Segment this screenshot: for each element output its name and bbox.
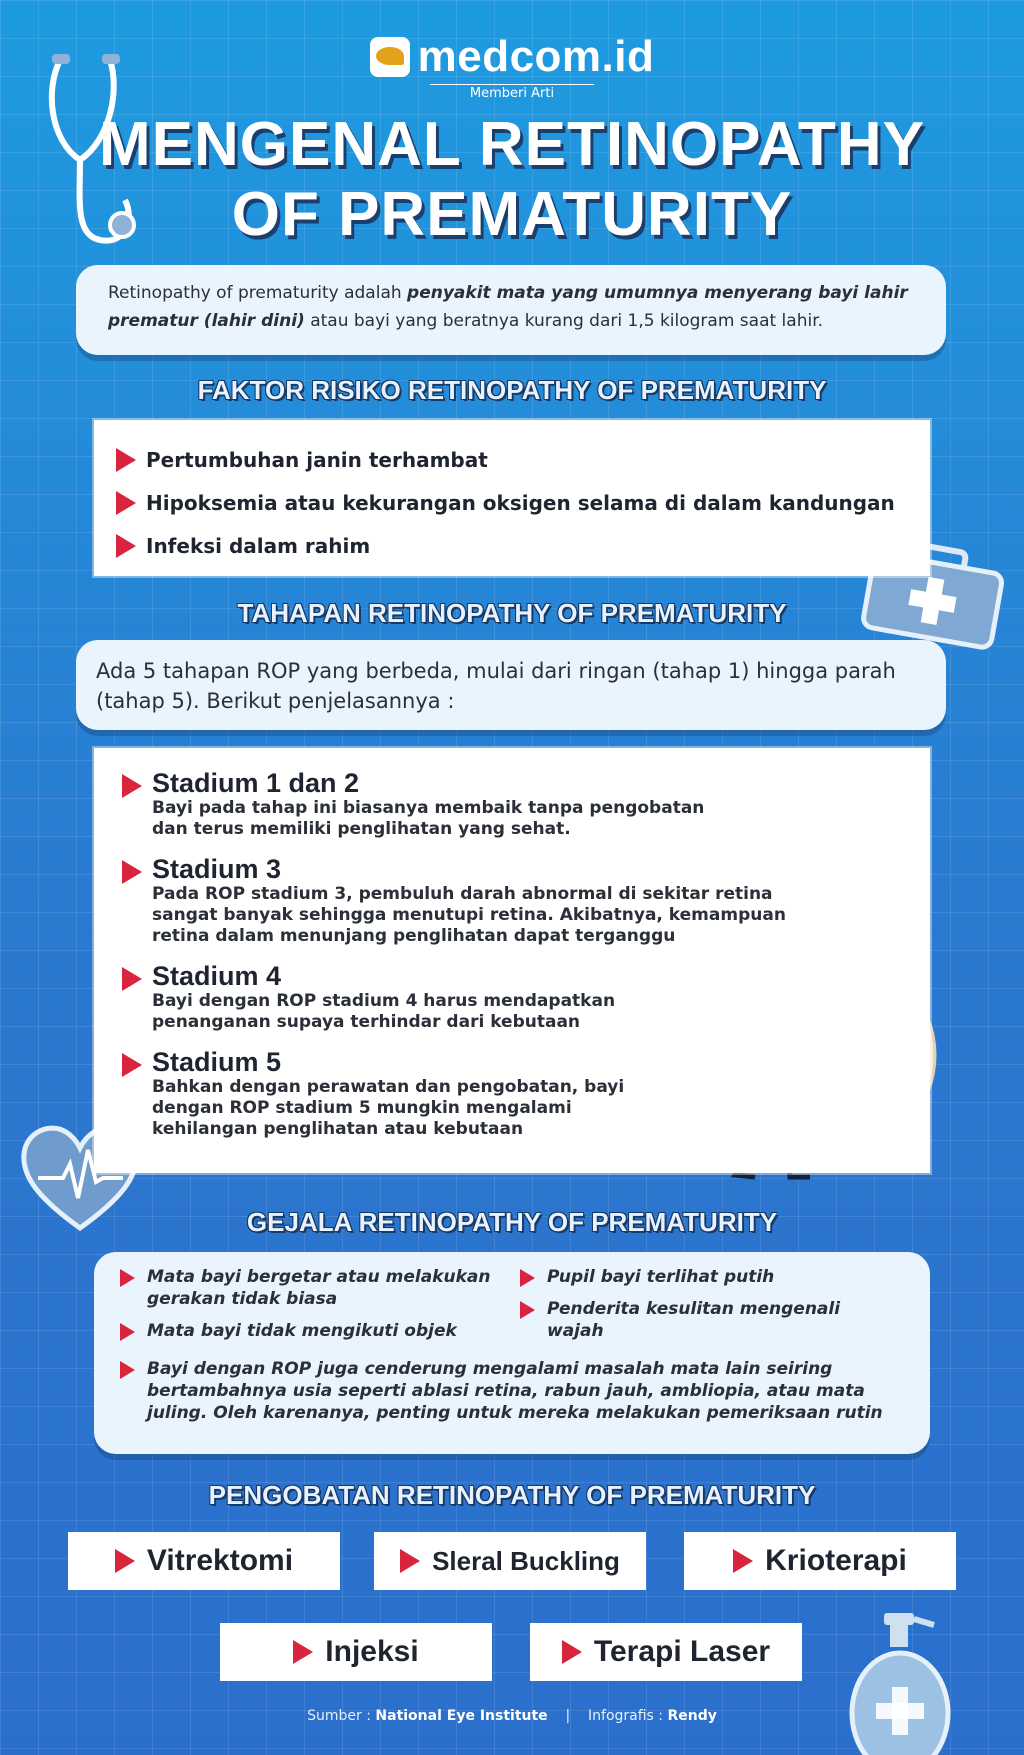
bullet-icon — [120, 1269, 135, 1287]
symptom-item — [520, 1298, 900, 1342]
symptom-text: Pupil bayi terlihat putih — [547, 1267, 775, 1287]
stage-heading: Stadium 4 — [152, 961, 282, 991]
brand-logo — [0, 32, 1024, 101]
bullet-icon — [122, 1053, 142, 1077]
stage-item — [122, 1047, 902, 1140]
brand-tagline: Memberi Arti — [430, 84, 594, 101]
bullet-icon — [122, 967, 142, 991]
treatment-label: Vitrektomi — [146, 1544, 294, 1577]
symptom-item — [120, 1358, 904, 1424]
symptoms-section-title: GEJALA RETINOPATHY OF PREMATURITY — [246, 1207, 778, 1237]
intro-text-2: atau bayi yang beratnya kurang dari 1,5 kilogram saat lahir. — [304, 311, 824, 331]
risk-item-text: Hipoksemia atau kekurangan oksigen selama di dalam kandungan — [146, 490, 895, 515]
stage-heading: Stadium 5 — [152, 1047, 282, 1077]
bullet-icon — [116, 448, 136, 472]
source-value: National Eye Institute — [375, 1708, 548, 1724]
stage-heading: Stadium 3 — [152, 854, 282, 884]
risk-item — [116, 524, 908, 567]
risk-list — [94, 420, 930, 576]
page-title — [0, 110, 1024, 250]
treatment-item — [68, 1532, 340, 1590]
stage-item — [122, 768, 902, 840]
stage-item — [122, 961, 902, 1033]
treatment-item — [530, 1623, 802, 1681]
stages-section-title: TAHAPAN RETINOPATHY OF PREMATURITY — [237, 598, 787, 628]
risk-section-title: FAKTOR RISIKO RETINOPATHY OF PREMATURITY — [197, 375, 827, 405]
stage-item — [122, 854, 902, 947]
symptoms-box — [94, 1252, 930, 1454]
risk-item-text: Pertumbuhan janin terhambat — [146, 447, 488, 472]
symptom-text: Mata bayi bergetar atau melakukan gerakan tidak biasa — [147, 1267, 491, 1309]
sanitizer-bottle-icon — [840, 1605, 970, 1755]
bullet-icon — [520, 1269, 535, 1287]
intro-text-1: Retinopathy of prematurity adalah — [108, 283, 408, 303]
bullet-icon — [520, 1301, 535, 1319]
stage-description: Bayi pada tahap ini biasanya membaik tanpa pengobatan dan terus memiliki penglihatan yang sehat. — [152, 798, 705, 839]
stages-list — [94, 748, 930, 1173]
bullet-icon — [562, 1640, 582, 1664]
symptom-item — [120, 1320, 520, 1342]
source-label: Sumber : — [307, 1708, 376, 1724]
risk-item — [116, 481, 908, 524]
bullet-icon — [122, 860, 142, 884]
stage-description: Bayi dengan ROP stadium 4 harus mendapatkan penanganan supaya terhindar dari kebutaan — [152, 991, 616, 1032]
credit-value: Rendy — [667, 1708, 717, 1724]
title-line-1: MENGENAL RETINOPATHY — [98, 110, 926, 179]
bullet-icon — [116, 534, 136, 558]
stage-description: Bahkan dengan perawatan dan pengobatan, bayi dengan ROP stadium 5 mungkin mengalami kehilangan penglihatan atau kebutaan — [152, 1077, 625, 1139]
title-line-2: OF PREMATURITY — [231, 180, 793, 249]
symptom-text: Bayi dengan ROP juga cenderung mengalami masalah mata lain seiring bertambahnya usia seperti ablasi retina, rabun jauh, ambliopia, atau mata juling. Oleh karenanya, penting untuk mereka melakukan pemeriksaan rutin — [147, 1359, 883, 1423]
bullet-icon — [115, 1549, 135, 1573]
risk-item — [116, 438, 908, 481]
stage-heading: Stadium 1 dan 2 — [152, 768, 360, 798]
intro-box — [76, 265, 946, 355]
bullet-icon — [116, 491, 136, 515]
intro-bold: penyakit mata yang umumnya menyerang bayi lahir prematur (lahir dini) — [108, 283, 908, 331]
treatment-label: Terapi Laser — [593, 1635, 771, 1668]
treatment-label: Injeksi — [325, 1635, 419, 1668]
bullet-icon — [122, 774, 142, 798]
bullet-icon — [120, 1323, 135, 1341]
brand-bird-icon — [370, 37, 410, 77]
bullet-icon — [733, 1549, 753, 1573]
treatment-item — [374, 1532, 646, 1590]
treatment-item — [684, 1532, 956, 1590]
footer — [0, 1708, 1024, 1724]
risk-item-text: Infeksi dalam rahim — [146, 533, 371, 558]
treatment-label: Krioterapi — [765, 1544, 907, 1577]
credit-label: Infografis : — [588, 1708, 668, 1724]
bullet-icon — [293, 1640, 313, 1664]
bullet-icon — [400, 1549, 420, 1573]
symptom-item — [520, 1266, 900, 1288]
symptom-item — [120, 1266, 520, 1310]
symptom-text: Penderita kesulitan mengenali wajah — [547, 1299, 841, 1341]
stage-description: Pada ROP stadium 3, pembuluh darah abnormal di sekitar retina sangat banyak sehingga menutupi retina. Akibatnya, kemampuan retina dalam menunjang penglihatan dapat terganggu — [152, 884, 786, 946]
stages-intro: Ada 5 tahapan ROP yang berbeda, mulai dari ringan (tahap 1) hingga parah (tahap 5). Berikut penjelasannya : — [76, 640, 946, 730]
footer-separator: | — [565, 1708, 571, 1724]
symptom-text: Mata bayi tidak mengikuti objek — [147, 1321, 457, 1341]
bullet-icon — [120, 1361, 135, 1379]
treatment-section-title: PENGOBATAN RETINOPATHY OF PREMATURITY — [208, 1480, 816, 1510]
treatment-label: Sleral Buckling — [432, 1545, 620, 1576]
brand-name: medcom.id — [417, 32, 655, 81]
treatment-item — [220, 1623, 492, 1681]
